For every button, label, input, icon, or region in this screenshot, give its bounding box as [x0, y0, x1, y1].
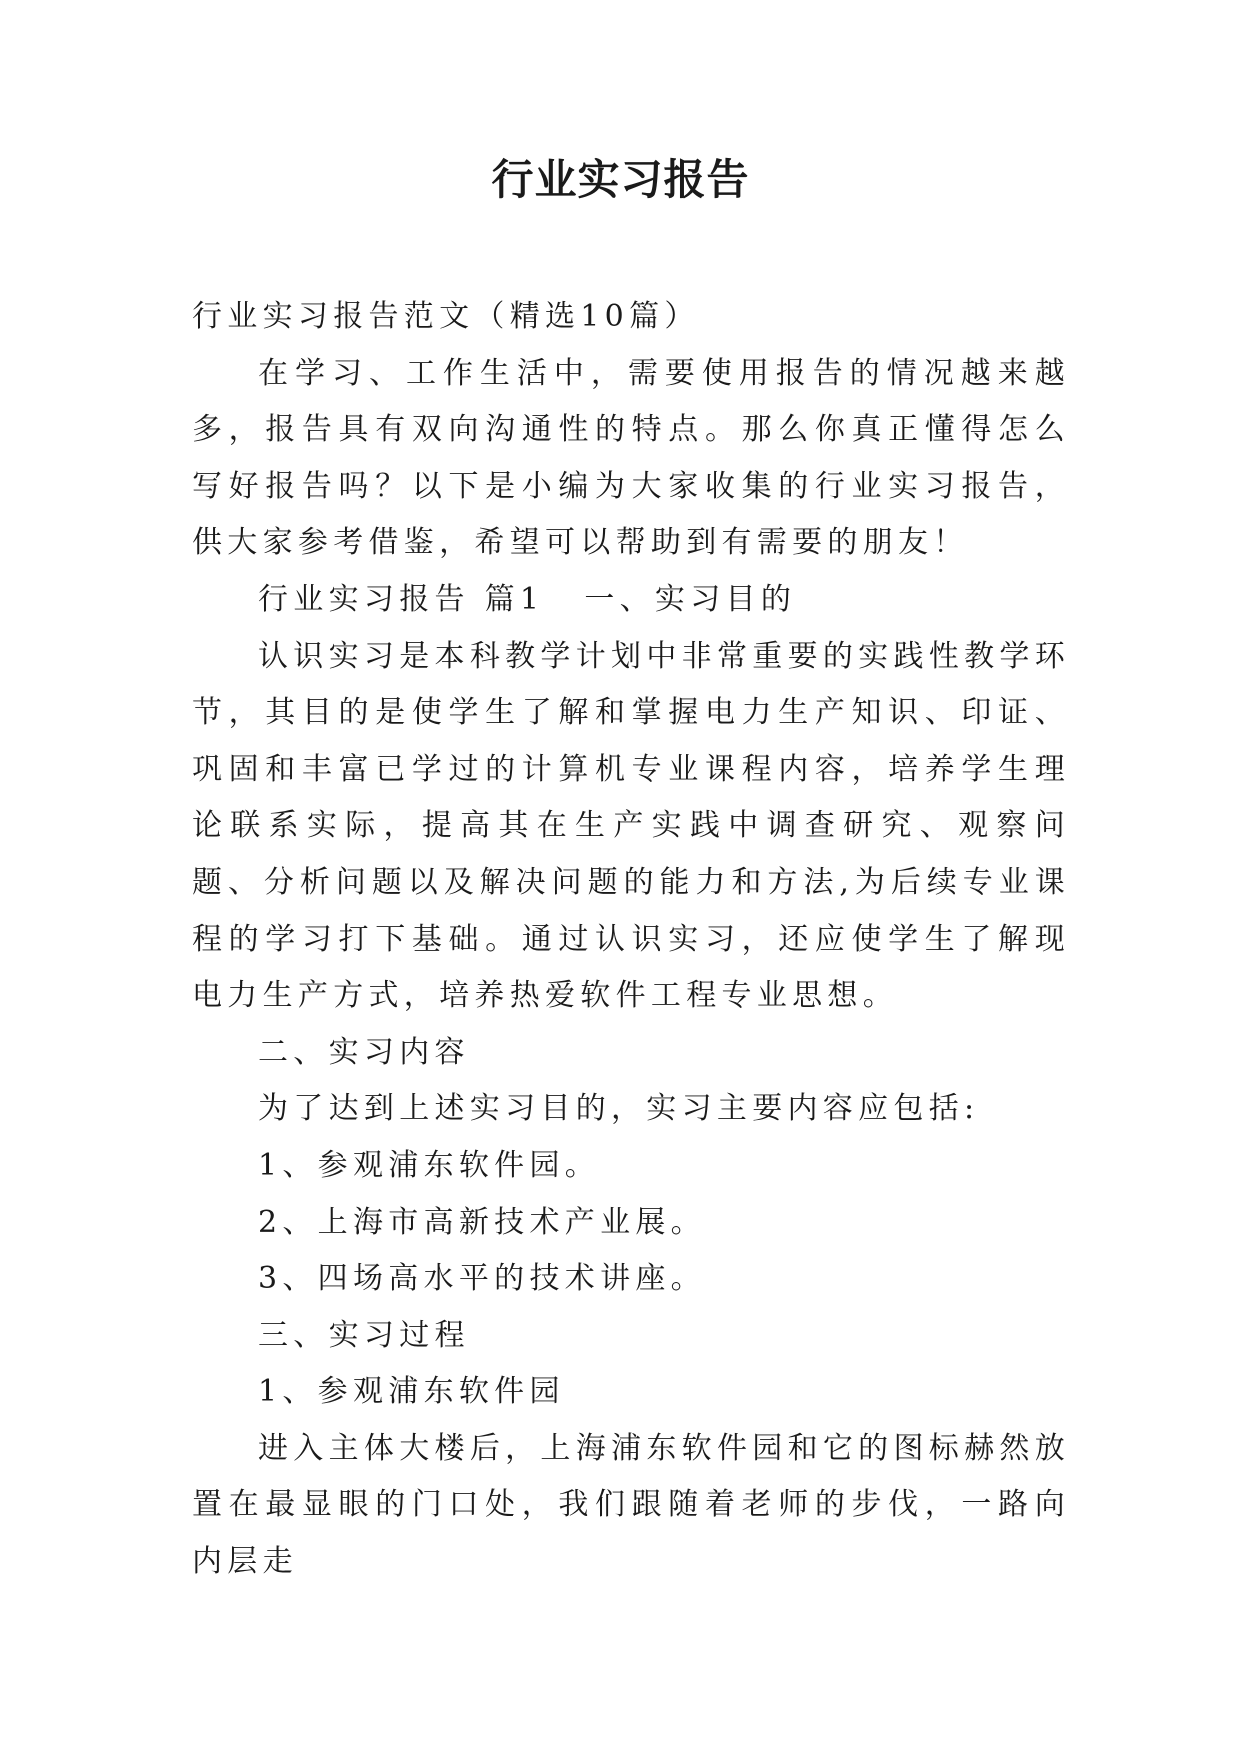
- content-item-3: 3、四场高水平的技术讲座。: [258, 1261, 706, 1297]
- content-intro: 为了达到上述实习目的，实习主要内容应包括:: [258, 1091, 980, 1127]
- heading-process: 三、实习过程: [258, 1317, 470, 1353]
- intro-paragraph: 在学习、工作生活中，需要使用报告的情况越来越多，报告具有双向沟通性的特点。那么你真正懂得怎么写好报告吗？以下是小编为大家收集的行业实习报告，供大家参考借鉴，希望可以帮助到有需要的朋友！: [192, 355, 1070, 561]
- process-paragraph: 进入主体大楼后，上海浦东软件园和它的图标赫然放置在最显眼的门口处，我们跟随着老师的步伐，一路向内层走: [192, 1430, 1070, 1580]
- process-subheading-1: 1、参观浦东软件园: [258, 1374, 565, 1410]
- section-label: 行业实习报告 篇1: [258, 581, 545, 617]
- content-item-1: 1、参观浦东软件园。: [258, 1147, 601, 1183]
- heading-content: 二、实习内容: [258, 1034, 470, 1070]
- document-subtitle: 行业实习报告范文（精选10篇）: [192, 299, 700, 334]
- heading-purpose: 一、实习目的: [584, 581, 797, 617]
- content-item-2: 2、上海市高新技术产业展。: [258, 1204, 706, 1240]
- section-heading-line: [192, 572, 1070, 629]
- purpose-paragraph: 认识实习是本科教学计划中非常重要的实践性教学环节，其目的是使学生了解和掌握电力生产知识、印证、巩固和丰富已学过的计算机专业课程内容，培养学生理论联系实际，提高其在生产实践中调查研究、观察问题、分析问题以及解决问题的能力和方法,为后续专业课程的学习打下基础。通过认识实习，还应使学生了解现电力生产方式，培养热爱软件工程专业思想。: [192, 638, 1070, 1014]
- document-title: 行业实习报告: [491, 155, 750, 204]
- document-body: [192, 289, 1070, 1591]
